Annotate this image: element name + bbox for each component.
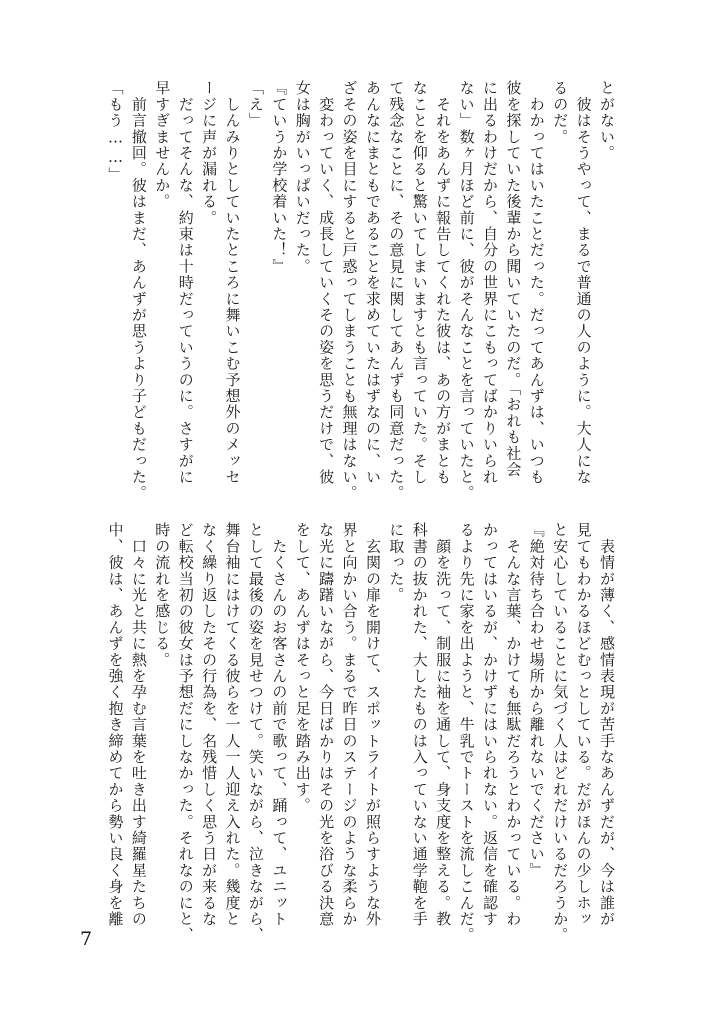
text-column: 「もう……」: [106, 80, 125, 184]
upper-text-block: [103, 80, 618, 520]
text-column: に取った。: [387, 522, 406, 603]
text-column: そんな言葉、かけても無駄だろうとわかっている。わ: [504, 522, 523, 927]
page-number: 7: [80, 928, 93, 950]
text-column: て残念なことに、その意見に関してあんずも同意だった。: [387, 80, 406, 502]
text-column: ざその姿を目にすると戸惑ってしまうことも無理はない。: [340, 80, 359, 502]
text-column: なことを仰ると驚いてしまいますとも言っていた。そし: [410, 80, 429, 485]
text-column: るのだ。: [551, 80, 570, 145]
text-column: 玄関の扉を開けて、スポットライトが照らすような外: [363, 522, 382, 927]
text-column: とがない。: [598, 80, 616, 161]
text-column: たくさんのお客さんの前で歌って、踊って、ユニット: [270, 522, 289, 927]
text-column: 口々に光と共に熱を孕む言葉を吐き出す綺羅星たちの: [129, 522, 148, 927]
lower-text-block: [103, 522, 618, 962]
text-column: 中、彼は、あんずを強く抱き締めてから勢い良く身を離: [106, 522, 125, 927]
text-column: 科書の抜かれた、大したものは入っていない通学鞄を手: [410, 522, 429, 927]
text-column: 界と向かい合う。まるで昨日のステージのような柔らか: [340, 522, 359, 927]
text-column: だってそんな、約束は十時だっていうのに。さすがに: [176, 80, 195, 485]
text-column: 見てもわかるほどむっとしている。だがほんの少しホッ: [574, 522, 593, 927]
text-column: 舞台袖にはけてくる彼らを一人一人迎え入れた。幾度と: [223, 522, 242, 927]
text-column: るより先に家を出ようと、牛乳でトーストを流しこんだ。: [457, 522, 476, 944]
text-column: 『ていうか学校着いた！』: [270, 80, 289, 275]
text-column: 早すぎませんか。: [153, 80, 172, 210]
text-column: をして、あんずはそっと足を踏み出す。: [293, 522, 312, 814]
text-column: ど転校当初の彼女は予想だにしなかった。それなのにと、: [176, 522, 195, 944]
text-column: 変わっていく、成長していくその姿を思うだけで、彼: [317, 80, 336, 485]
text-column: と安心していることに気づく人はどれだけいるだろうか。: [551, 522, 570, 944]
text-column: 顔を洗って、制服に袖を通して、身支度を整える。教: [434, 522, 453, 927]
text-column: 彼はそうやって、まるで普通の人のように。大人にな: [574, 80, 593, 485]
text-column: 時の流れを感じる。: [153, 522, 172, 668]
text-column: かってはいるが、かけずにはいられない。返信を確認す: [480, 522, 499, 927]
text-column: 表情が薄く、感情表現が苦手なあんずだが、今は誰が: [598, 522, 616, 927]
text-column: として最後の姿を見せつけて。笑いながら、泣きながら、: [246, 522, 265, 944]
text-column: に出るわけだから、自分の世界にこもってばかりいられ: [480, 80, 499, 485]
text-column: 彼を探していた後輩から聞いていたのだ。「おれも社会: [504, 80, 523, 478]
text-column: 「え」: [246, 80, 265, 129]
text-column: あんなにまともであることを求めていたはずなのに、い: [363, 80, 382, 485]
text-column: わかってはいたことだった。だってあんずは、いつも: [527, 80, 546, 485]
text-column: ージに声が漏れる。: [200, 80, 219, 226]
text-column: なく繰り返したその行為を、名残惜しく思う日が来るな: [200, 522, 219, 927]
text-column: ない」数ヶ月ほど前に、彼がそんなことを言っていたと。: [457, 80, 476, 502]
text-column: 『絶対待ち合わせ場所から離れないでください』: [527, 522, 546, 879]
text-column: 前言撤回。彼はまだ、あんずが思うより子どもだった。: [129, 80, 148, 502]
text-column: しんみりとしていたところに舞いこむ予想外のメッセ: [223, 80, 242, 485]
text-column: それをあんずに報告してくれた彼は、あの方がまとも: [434, 80, 453, 485]
text-column: な光に躊躇いながら、今日ばかりはその光を浴びる決意: [317, 522, 336, 927]
text-column: 女は胸がいっぱいだった。: [293, 80, 312, 275]
